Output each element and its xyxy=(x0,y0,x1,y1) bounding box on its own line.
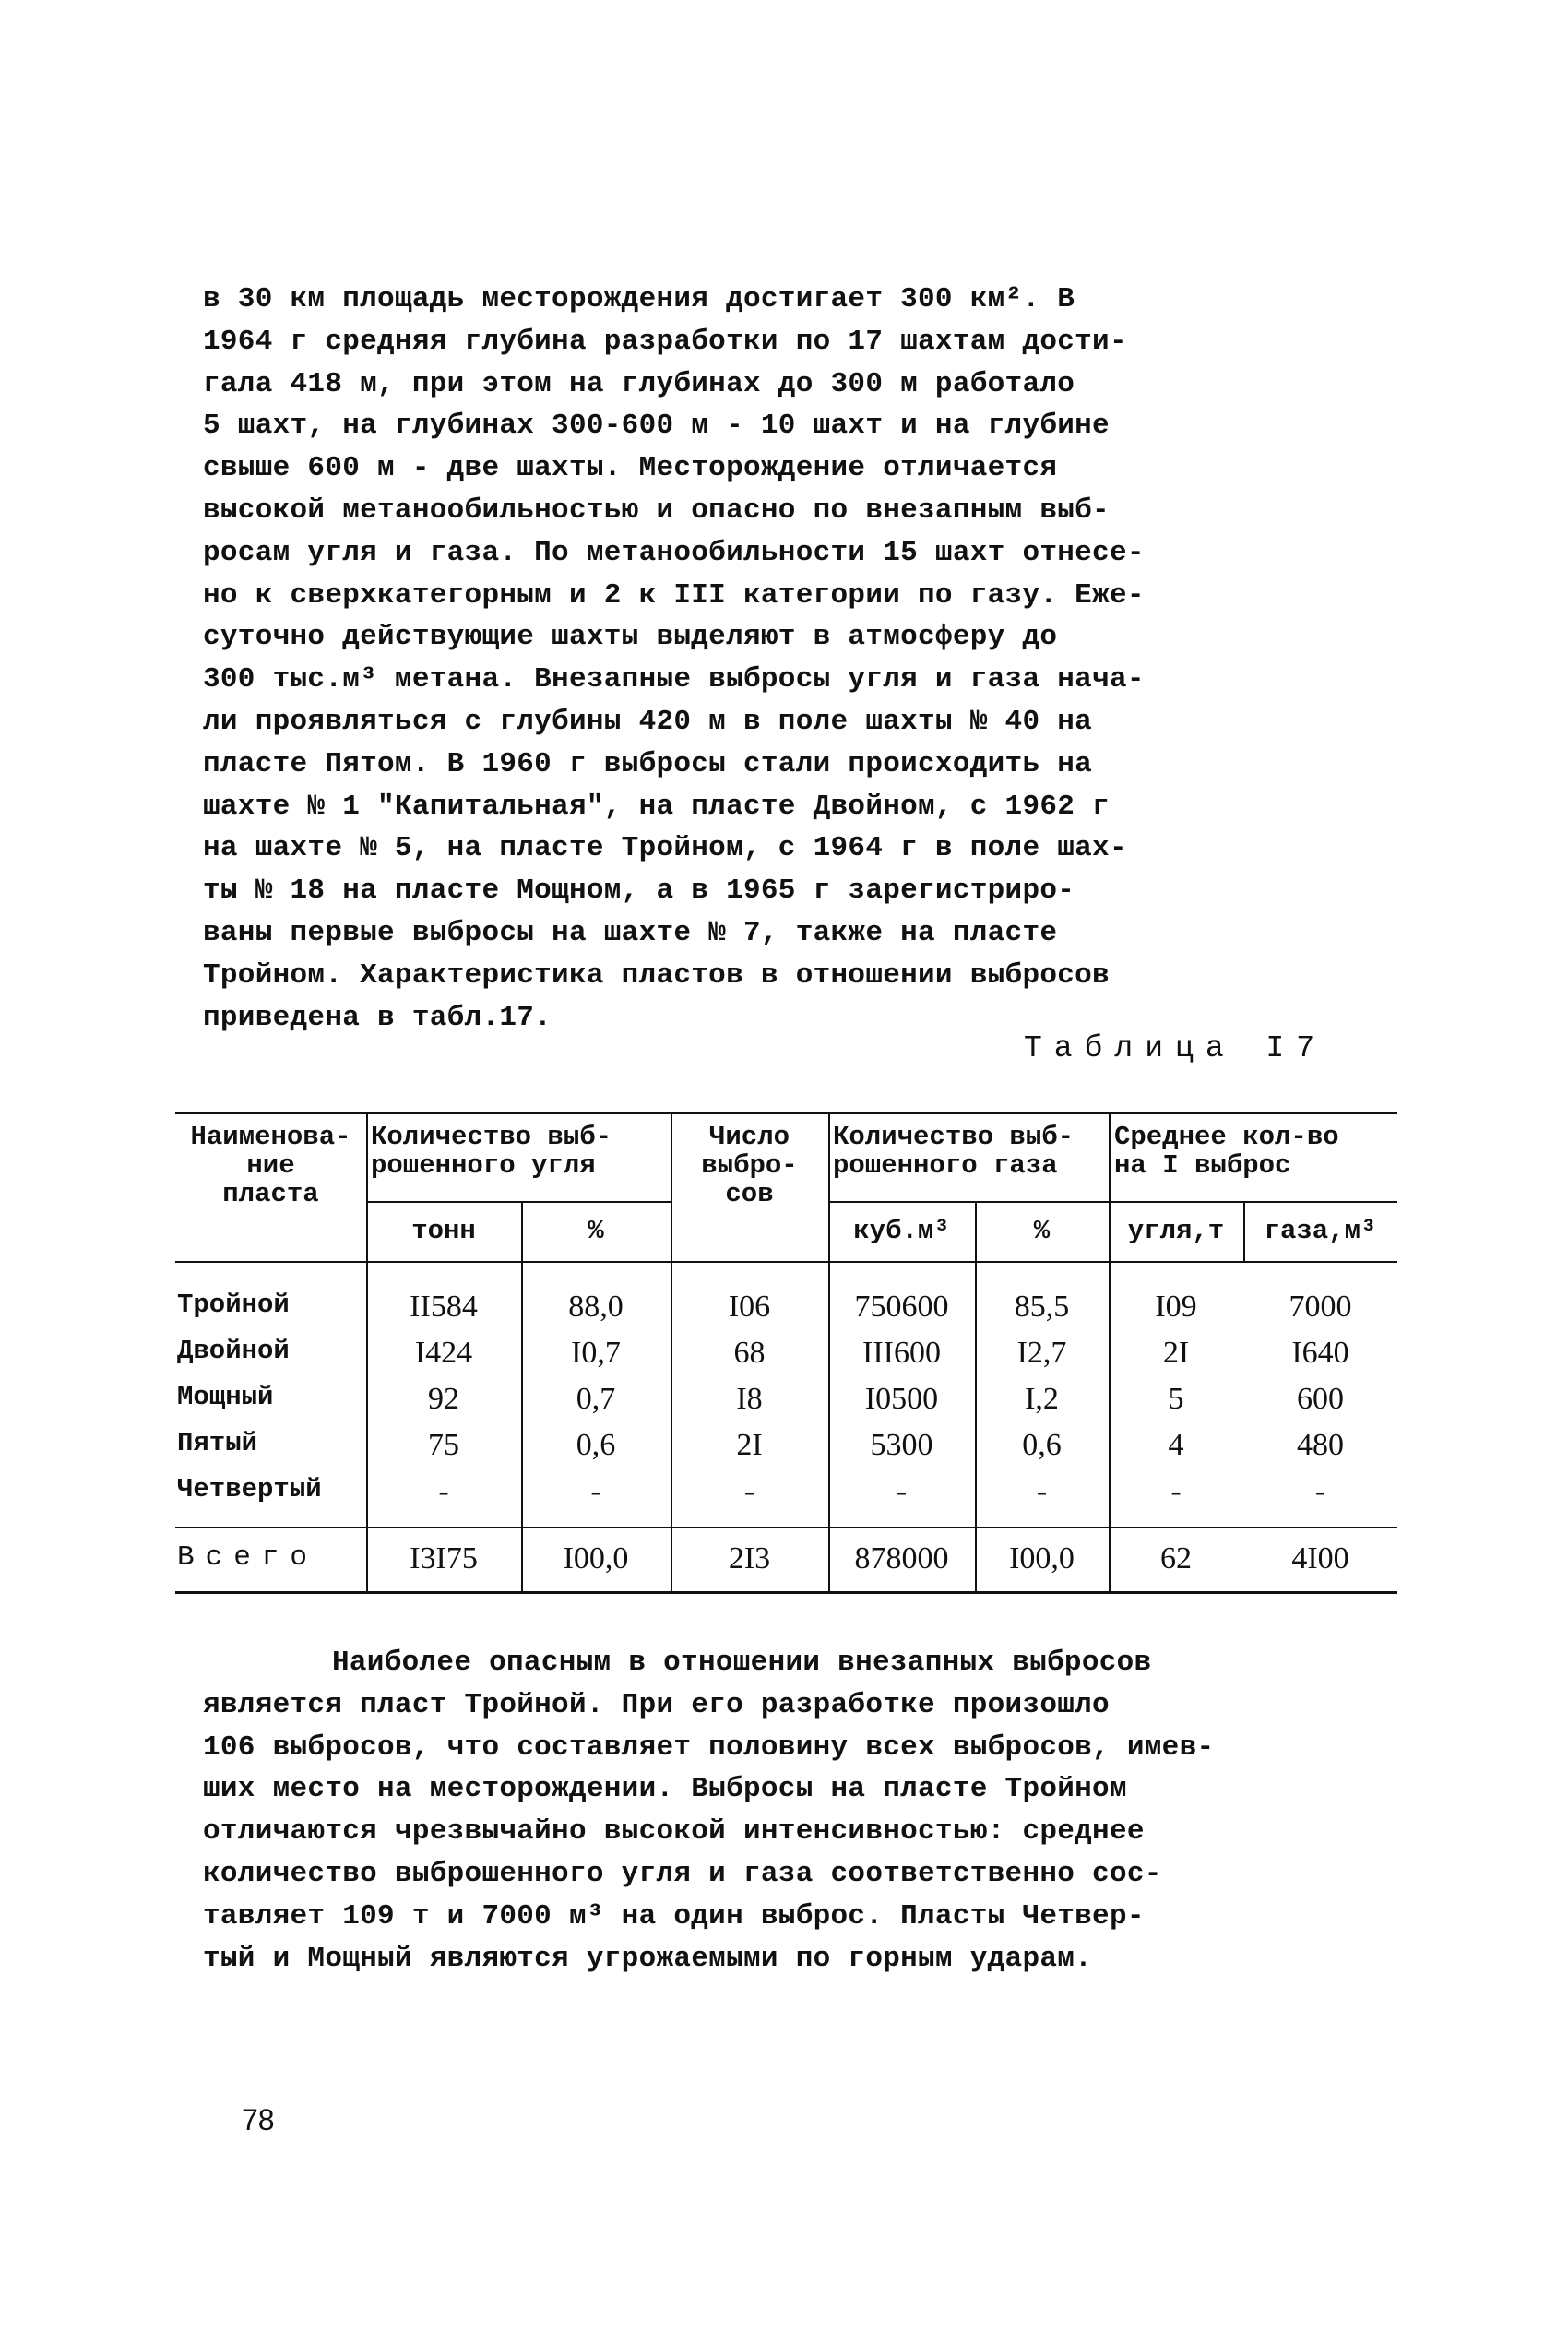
text-line: Наиболее опасным в отношении внезапных выбросов xyxy=(332,1647,1152,1679)
text-line: пласте Пятом. В 1960 г выбросы стали происходить на xyxy=(203,747,1093,780)
text-line: шахте № 1 "Капитальная", на пласте Двойном, с 1962 г xyxy=(203,790,1110,823)
header-count-line: Число xyxy=(708,1122,790,1152)
page-number: 78 xyxy=(242,2103,275,2136)
text-line: 300 тыс.м³ метана. Внезапные выбросы угля и газа нача- xyxy=(203,663,1145,696)
cell-count: 68 xyxy=(733,1336,766,1370)
header-avg-line: Среднее кол-во xyxy=(1114,1122,1339,1152)
header-avg-coal: угля,т xyxy=(1127,1216,1225,1246)
text-line: на шахте № 5, на пласте Тройном, с 1964 г в поле шах- xyxy=(203,832,1127,865)
cell-coal-tons: II584 xyxy=(410,1290,478,1324)
cell-gas-m3: 5300 xyxy=(870,1428,933,1462)
header-name-line: Наименова- xyxy=(190,1122,351,1152)
cell-gas-m3: 750600 xyxy=(854,1290,949,1324)
text-line: суточно действующие шахты выделяют в атмосферу до xyxy=(203,621,1058,654)
text-line: отличаются чрезвычайно высокой интенсивностью: среднее xyxy=(203,1815,1145,1849)
cell-coal-tons: I424 xyxy=(414,1336,473,1370)
cell-gas-pct: I00,0 xyxy=(1009,1541,1075,1576)
text-line: ших место на месторождении. Выбросы на пласте Тройном xyxy=(203,1773,1127,1806)
header-gas-m3: куб.м³ xyxy=(853,1216,950,1246)
header-name-line: пласта xyxy=(222,1179,319,1209)
text-line: гала 418 м, при этом на глубинах до 300 м работало xyxy=(203,367,1075,400)
header-avg-group xyxy=(1114,1123,1339,1180)
cell-coal-pct: 88,0 xyxy=(568,1290,624,1324)
cell-avg-gas: 600 xyxy=(1297,1382,1344,1416)
text-line: является пласт Тройной. При его разработке произошло xyxy=(203,1688,1110,1721)
text-line: в 30 км площадь месторождения достигает 300 км². В xyxy=(203,283,1075,315)
cell-gas-m3: - xyxy=(896,1474,908,1508)
cell-coal-pct: 0,7 xyxy=(576,1382,616,1416)
header-coal-group xyxy=(371,1123,612,1180)
header-name xyxy=(175,1123,366,1208)
cell-coal-tons: 92 xyxy=(428,1382,459,1416)
cell-avg-coal: 2I xyxy=(1162,1336,1190,1370)
paragraph-conclusion xyxy=(203,1642,1439,1980)
cell-count: - xyxy=(743,1474,755,1508)
cell-gas-pct: I,2 xyxy=(1025,1382,1059,1416)
cell-avg-coal: I09 xyxy=(1155,1290,1197,1324)
cell-coal-pct: I00,0 xyxy=(563,1541,629,1576)
total-top-rule xyxy=(175,1527,1397,1528)
cell-avg-coal: 5 xyxy=(1168,1382,1184,1416)
cell-coal-tons: 75 xyxy=(428,1428,459,1462)
text-line: тый и Мощный являются угрожаемыми по горным ударам. xyxy=(203,1942,1093,1975)
header-coal-pct: % xyxy=(588,1216,604,1246)
header-count-line: выбро- xyxy=(701,1150,798,1181)
cell-coal-tons: I3I75 xyxy=(410,1541,478,1576)
cell-gas-m3: I0500 xyxy=(864,1382,939,1416)
cell-name: Всего xyxy=(177,1541,319,1574)
header-avg-gas: газа,м³ xyxy=(1264,1216,1377,1246)
text-line: но к сверхкатегорным и 2 к III категории по газу. Еже- xyxy=(203,578,1145,612)
text-line: количество выброшенного угля и газа соответственно сос- xyxy=(203,1857,1162,1890)
cell-avg-gas: 4I00 xyxy=(1291,1541,1349,1576)
cell-count: 2I3 xyxy=(728,1541,771,1576)
paragraph-intro xyxy=(203,279,1402,1039)
cell-count: 2I xyxy=(736,1428,763,1462)
cell-avg-gas: - xyxy=(1314,1474,1326,1508)
cell-count: I06 xyxy=(728,1290,771,1324)
table-caption: Таблица I7 xyxy=(1024,1031,1327,1065)
cell-gas-pct: I2,7 xyxy=(1016,1336,1067,1370)
cell-name: Четвертый xyxy=(177,1474,322,1504)
text-line: 5 шахт, на глубинах 300-600 м - 10 шахт и на глубине xyxy=(203,410,1110,443)
cell-coal-pct: 0,6 xyxy=(576,1428,616,1462)
text-line: тавляет 109 т и 7000 м³ на один выброс. Пласты Четвер- xyxy=(203,1899,1145,1933)
cell-avg-coal: 4 xyxy=(1168,1428,1184,1462)
text-line: росам угля и газа. По метанообильности 15 шахт отнесе- xyxy=(203,536,1145,569)
cell-name: Двойной xyxy=(177,1336,290,1366)
header-coal-tons: тонн xyxy=(411,1216,476,1246)
header-count xyxy=(671,1123,828,1208)
cell-gas-pct: 0,6 xyxy=(1022,1428,1062,1462)
cell-gas-m3: 878000 xyxy=(854,1541,949,1576)
cell-gas-pct: 85,5 xyxy=(1014,1290,1070,1324)
text-line: Тройном. Характеристика пластов в отношении выбросов xyxy=(203,958,1110,992)
cell-coal-pct: - xyxy=(590,1474,601,1508)
text-line: ли проявляться с глубины 420 м в поле шахты № 40 на xyxy=(203,705,1093,738)
cell-name: Тройной xyxy=(177,1290,290,1320)
cell-count: I8 xyxy=(736,1382,763,1416)
header-sub-rule xyxy=(366,1201,671,1203)
cell-name: Пятый xyxy=(177,1428,258,1458)
text-line: свыше 600 м - две шахты. Месторождение отличается xyxy=(203,452,1058,485)
header-gas-line: Количество выб- xyxy=(833,1122,1075,1152)
header-gas-pct: % xyxy=(1033,1216,1051,1246)
header-avg-line: на I выброс xyxy=(1114,1150,1291,1181)
text-line: приведена в табл.17. xyxy=(203,1001,552,1034)
header-gas-line: рошенного газа xyxy=(833,1150,1058,1181)
text-line: ты № 18 на пласте Мощном, а в 1965 г зарегистриро- xyxy=(203,874,1075,908)
cell-avg-gas: 480 xyxy=(1297,1428,1344,1462)
text-line: высокой метанообильностью и опасно по внезапным выб- xyxy=(203,494,1110,527)
cell-avg-coal: - xyxy=(1170,1474,1182,1508)
cell-name: Мощный xyxy=(177,1382,274,1412)
header-count-line: сов xyxy=(725,1179,774,1209)
text-line: 1964 г средняя глубина разработки по 17 шахтам дости- xyxy=(203,325,1127,358)
header-gas-group xyxy=(833,1123,1074,1180)
header-name-line: ние xyxy=(246,1150,295,1181)
text-line: ваны первые выбросы на шахте № 7, также на пласте xyxy=(203,916,1058,949)
header-sub-rule xyxy=(828,1201,1397,1203)
cell-coal-pct: I0,7 xyxy=(571,1336,621,1370)
table-top-rule xyxy=(175,1112,1397,1114)
cell-avg-coal: 62 xyxy=(1160,1541,1192,1576)
header-bottom-rule xyxy=(175,1261,1397,1263)
cell-avg-gas: I640 xyxy=(1291,1336,1349,1370)
cell-avg-gas: 7000 xyxy=(1289,1290,1352,1324)
header-coal-line: Количество выб- xyxy=(371,1122,612,1152)
cell-coal-tons: - xyxy=(438,1474,449,1508)
table-bottom-rule xyxy=(175,1591,1397,1594)
text-line: 106 выбросов, что составляет половину всех выбросов, имев- xyxy=(203,1730,1215,1764)
cell-gas-pct: - xyxy=(1036,1474,1048,1508)
cell-gas-m3: III600 xyxy=(862,1336,941,1370)
header-coal-line: рошенного угля xyxy=(371,1150,596,1181)
